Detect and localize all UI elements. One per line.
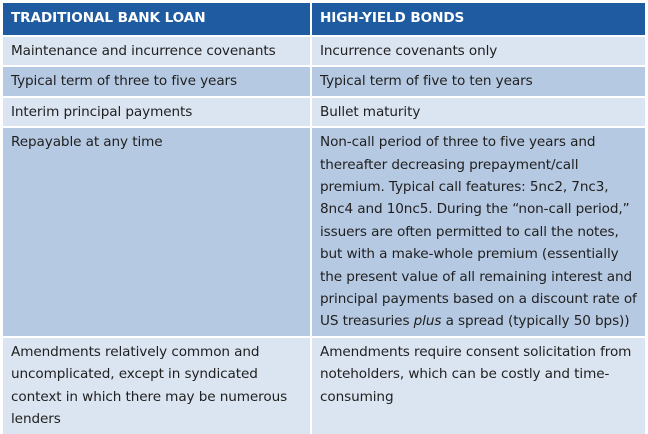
bond-amendments: Amendments require consent solicitation from noteholders, which can be costly and time-consuming	[311, 337, 645, 434]
bond-call-text-start: Non-call period of three to five years and thereafter decreasing prepayment/call premium. Typical call features: 5nc2, 7nc3, 8nc4 and 10nc5. During the “non-call period,” issuers are often permitted to call the notes, but with a make-whole premium (essentially the present value of all remaining interest and principal payments based on a discount rate of US treasuries	[320, 134, 637, 330]
table-row	[3, 36, 645, 66]
bond-call-features	[311, 127, 645, 337]
bank-loan-covenants: Maintenance and incurrence covenants	[3, 36, 311, 66]
bank-loan-term: Typical term of three to five years	[3, 66, 311, 96]
comparison-table-container	[3, 3, 645, 428]
bond-call-text-emphasis: plus	[413, 313, 442, 330]
bank-loan-repayment: Repayable at any time	[3, 127, 311, 337]
table-row	[3, 97, 645, 127]
header-traditional-bank-loan: TRADITIONAL BANK LOAN	[3, 3, 311, 36]
table-row	[3, 337, 645, 434]
comparison-table	[3, 3, 645, 434]
bond-term: Typical term of five to ten years	[311, 66, 645, 96]
bank-loan-amendments: Amendments relatively common and uncomplicated, except in syndicated context in which there may be numerous lenders	[3, 337, 311, 434]
bank-loan-principal-payments: Interim principal payments	[3, 97, 311, 127]
bond-covenants: Incurrence covenants only	[311, 36, 645, 66]
header-high-yield-bonds: HIGH-YIELD BONDS	[311, 3, 645, 36]
table-row	[3, 127, 645, 337]
table-row	[3, 66, 645, 96]
table-header-row	[3, 3, 645, 36]
bond-call-text-end: a spread (typically 50 bps))	[441, 313, 630, 330]
bond-maturity: Bullet maturity	[311, 97, 645, 127]
